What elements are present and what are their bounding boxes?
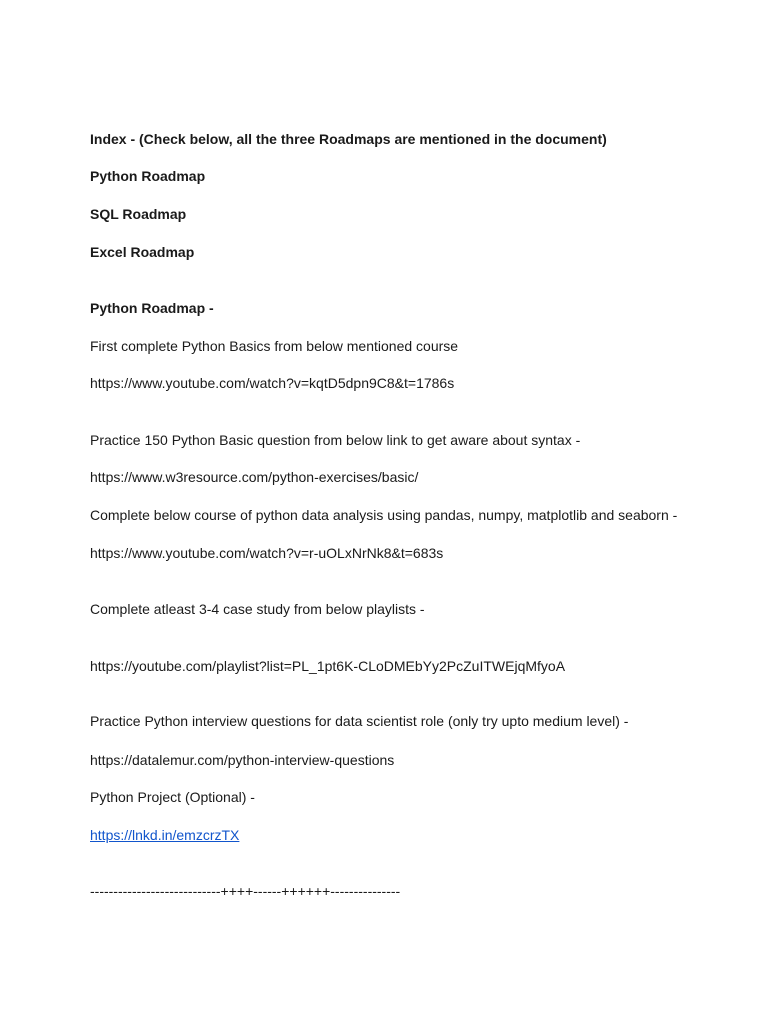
datalemur-url: https://datalemur.com/python-interview-questions — [90, 752, 395, 768]
case-study-playlist-url: https://youtube.com/playlist?list=PL_1pt6K-CLoDMEbYy2PcZuITWEjqMfyoA — [90, 658, 566, 674]
interview-questions-instruction: Practice Python interview questions for data scientist role (only try upto medium level) - — [90, 713, 629, 729]
python-basics-url: https://www.youtube.com/watch?v=kqtD5dpn9C8&t=1786s — [90, 375, 455, 391]
python-project-label: Python Project (Optional) - — [90, 789, 255, 805]
data-analysis-course-instruction: Complete below course of python data analysis using pandas, numpy, matplotlib and seaborn - — [90, 507, 678, 523]
case-study-instruction: Complete atleast 3-4 case study from below playlists - — [90, 601, 425, 617]
index-heading: Index - (Check below, all the three Roadmaps are mentioned in the document) — [90, 131, 607, 147]
section-separator: ----------------------------++++------++++++--------------- — [90, 883, 401, 899]
python-roadmap-heading: Python Roadmap - — [90, 300, 214, 316]
python-basics-instruction: First complete Python Basics from below mentioned course — [90, 338, 459, 354]
index-item-sql-roadmap: SQL Roadmap — [90, 206, 187, 222]
data-analysis-course-url: https://www.youtube.com/watch?v=r-uOLxNrNk8&t=683s — [90, 545, 444, 561]
w3resource-url: https://www.w3resource.com/python-exercises/basic/ — [90, 469, 419, 485]
practice-basic-questions-instruction: Practice 150 Python Basic question from below link to get aware about syntax - — [90, 432, 581, 448]
index-item-excel-roadmap: Excel Roadmap — [90, 244, 195, 260]
python-project-link[interactable]: https://lnkd.in/emzcrzTX — [90, 827, 240, 843]
index-item-python-roadmap: Python Roadmap — [90, 168, 206, 184]
